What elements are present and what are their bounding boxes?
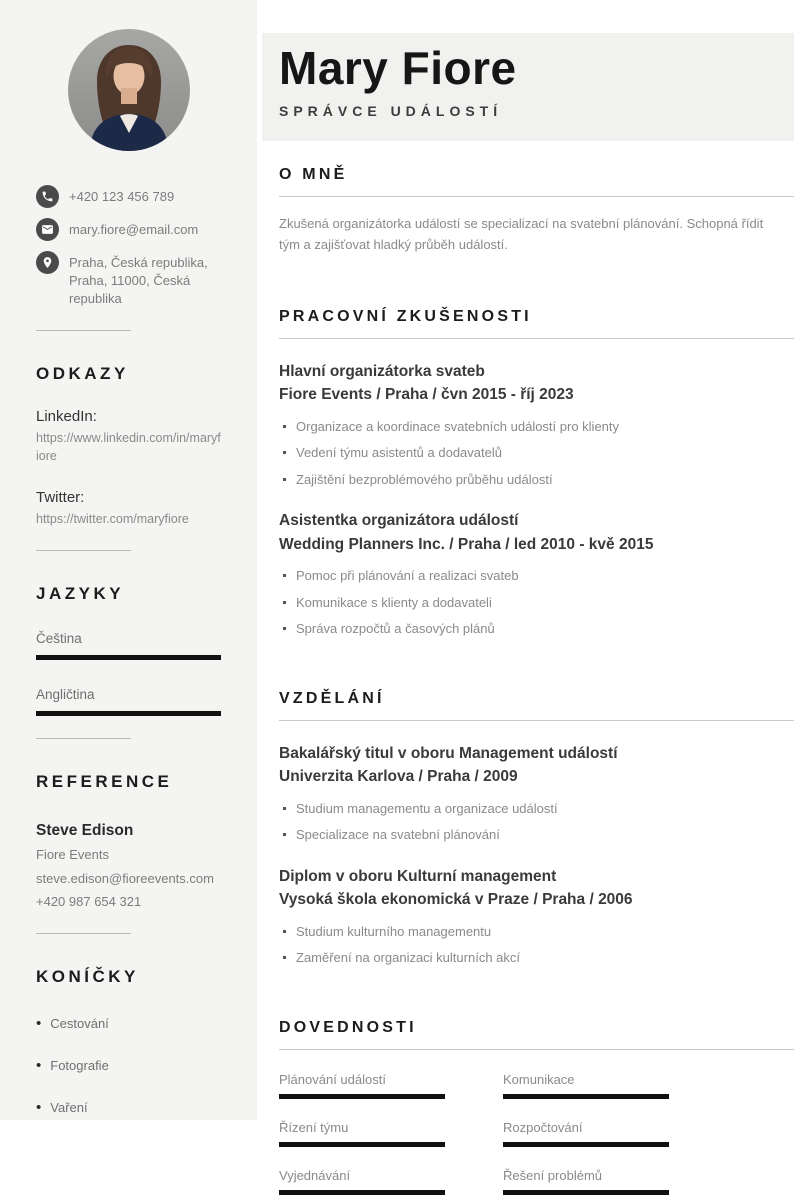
reference-section-heading: REFERENCE	[36, 772, 173, 792]
job-bullet: Zajištění bezproblémového průběhu událostí	[279, 471, 794, 489]
divider	[36, 550, 131, 551]
skill-name: Řízení týmu	[279, 1119, 349, 1135]
school-location-dates: Vysoká škola ekonomická v Praze / Praha / 2006	[279, 891, 633, 909]
skills-section	[262, 994, 794, 1195]
language-name: Čeština	[36, 631, 82, 647]
about-heading: O MNĚ	[279, 166, 348, 183]
hobby-item: • Vaření	[36, 1099, 221, 1116]
job-bullets	[279, 418, 794, 489]
reference-phone: +420 987 654 321	[36, 894, 142, 910]
contact-email-row	[36, 217, 221, 241]
job-company-location-dates: Fiore Events / Praha / čvn 2015 - říj 2023	[279, 386, 574, 404]
education-heading: VZDĚLÁNÍ	[279, 689, 385, 707]
contact-phone-row	[36, 184, 221, 208]
education-entry	[279, 743, 794, 844]
education-bullet: Studium managementu a organizace událostí	[279, 800, 794, 818]
degree-title: Diplom v oboru Kulturní management	[279, 867, 557, 885]
school-location-dates: Univerzita Karlova / Praha / 2009	[279, 768, 518, 786]
reference-company: Fiore Events	[36, 847, 109, 863]
degree-title: Bakalářský titul v oboru Management událostí	[279, 744, 618, 762]
contact-block	[36, 184, 221, 308]
section-rule	[279, 1049, 794, 1050]
hobby-item: • Fotografie	[36, 1057, 221, 1074]
schools-list	[279, 743, 794, 967]
skill-level-bar	[503, 1142, 669, 1147]
skill-name: Vyjednávání	[279, 1167, 351, 1183]
link-item	[36, 408, 221, 465]
skill-item	[279, 1168, 445, 1195]
avatar-portrait-illustration	[68, 29, 190, 151]
reference-name: Steve Edison	[36, 822, 134, 840]
phone-icon	[36, 185, 59, 208]
job-title: Hlavní organizátorka svateb	[279, 362, 485, 380]
link-item	[36, 489, 221, 528]
languages-section-heading: JAZYKY	[36, 584, 125, 604]
education-bullet: Specializace na svatební plánování	[279, 826, 794, 844]
divider	[36, 738, 131, 739]
language-level-bar	[36, 711, 221, 716]
skill-level-bar	[503, 1190, 669, 1195]
skill-level-bar	[279, 1190, 445, 1195]
skill-item	[279, 1072, 445, 1099]
section-rule	[279, 720, 794, 721]
skills-grid	[279, 1072, 794, 1195]
skill-name: Plánování událostí	[279, 1071, 386, 1087]
sidebar	[0, 0, 257, 1120]
language-item	[36, 631, 221, 660]
links-section-heading: ODKAZY	[36, 363, 129, 383]
skill-item	[503, 1168, 669, 1195]
section-rule	[279, 196, 794, 197]
hobbies-section-heading: KONÍČKY	[36, 966, 139, 986]
skill-name: Komunikace	[503, 1071, 575, 1087]
skill-item	[279, 1120, 445, 1147]
link-label: Twitter:	[36, 489, 85, 507]
skills-heading: DOVEDNOSTI	[279, 1018, 417, 1036]
phone-number: +420 123 456 789	[69, 189, 175, 204]
language-name: Angličtina	[36, 687, 95, 703]
education-bullet: Studium kulturního managementu	[279, 923, 794, 941]
job-bullet: Komunikace s klienty a dodavateli	[279, 594, 794, 612]
hobbies-list	[36, 1015, 221, 1116]
skill-item	[503, 1120, 669, 1147]
jobs-list	[279, 361, 794, 638]
address-text: Praha, Česká republika, Praha, 11000, Česká republika	[69, 255, 208, 306]
job-title: Asistentka organizátora událostí	[279, 512, 519, 530]
education-bullets	[279, 800, 794, 844]
job-entry	[279, 361, 794, 489]
language-item	[36, 687, 221, 716]
links-list	[36, 408, 221, 528]
divider	[36, 330, 131, 331]
section-rule	[279, 338, 794, 339]
skill-item	[503, 1072, 669, 1099]
skill-level-bar	[503, 1094, 669, 1099]
skill-level-bar	[279, 1094, 445, 1099]
education-section	[262, 665, 794, 967]
reference-email: steve.edison@fioreevents.com	[36, 870, 214, 886]
location-pin-icon	[36, 251, 59, 274]
language-level-bar	[36, 655, 221, 660]
education-entry	[279, 866, 794, 967]
divider	[36, 933, 131, 934]
person-name: Mary Fiore	[279, 42, 517, 94]
skill-level-bar	[279, 1142, 445, 1147]
link-label: LinkedIn:	[36, 407, 97, 425]
header-band	[262, 33, 794, 141]
email-address: mary.fiore@email.com	[69, 222, 199, 237]
avatar	[68, 29, 190, 151]
skill-name: Řešení problémů	[503, 1167, 602, 1183]
about-section	[262, 141, 794, 256]
job-bullet: Organizace a koordinace svatebních událostí pro klienty	[279, 418, 794, 436]
hobby-item: • Cestování	[36, 1015, 221, 1032]
languages-list	[36, 631, 221, 716]
job-entry	[279, 510, 794, 638]
job-bullets	[279, 567, 794, 638]
reference-block	[36, 822, 221, 911]
experience-heading: PRACOVNÍ ZKUŠENOSTI	[279, 307, 532, 325]
main-column	[262, 0, 794, 1183]
job-bullet: Pomoc při plánování a realizaci svateb	[279, 567, 794, 585]
job-bullet: Správa rozpočtů a časových plánů	[279, 620, 794, 638]
job-company-location-dates: Wedding Planners Inc. / Praha / led 2010 - kvě 2015	[279, 535, 654, 553]
email-icon	[36, 218, 59, 241]
person-job-title: SPRÁVCE UDÁLOSTÍ	[279, 102, 503, 119]
link-url[interactable]: https://twitter.com/maryfiore	[36, 512, 189, 527]
education-bullets	[279, 923, 794, 967]
skill-name: Rozpočtování	[503, 1119, 583, 1135]
link-url[interactable]: https://www.linkedin.com/in/maryfiore	[36, 430, 221, 463]
job-bullet: Vedení týmu asistentů a dodavatelů	[279, 444, 794, 462]
about-text: Zkušená organizátorka událostí se specializací na svatební plánování. Schopná řídit tým a zajišťovat hladký průběh událostí.	[279, 216, 764, 252]
education-bullet: Zaměření na organizaci kulturních akcí	[279, 949, 794, 967]
experience-section	[262, 283, 794, 638]
contact-address-row	[36, 250, 221, 308]
